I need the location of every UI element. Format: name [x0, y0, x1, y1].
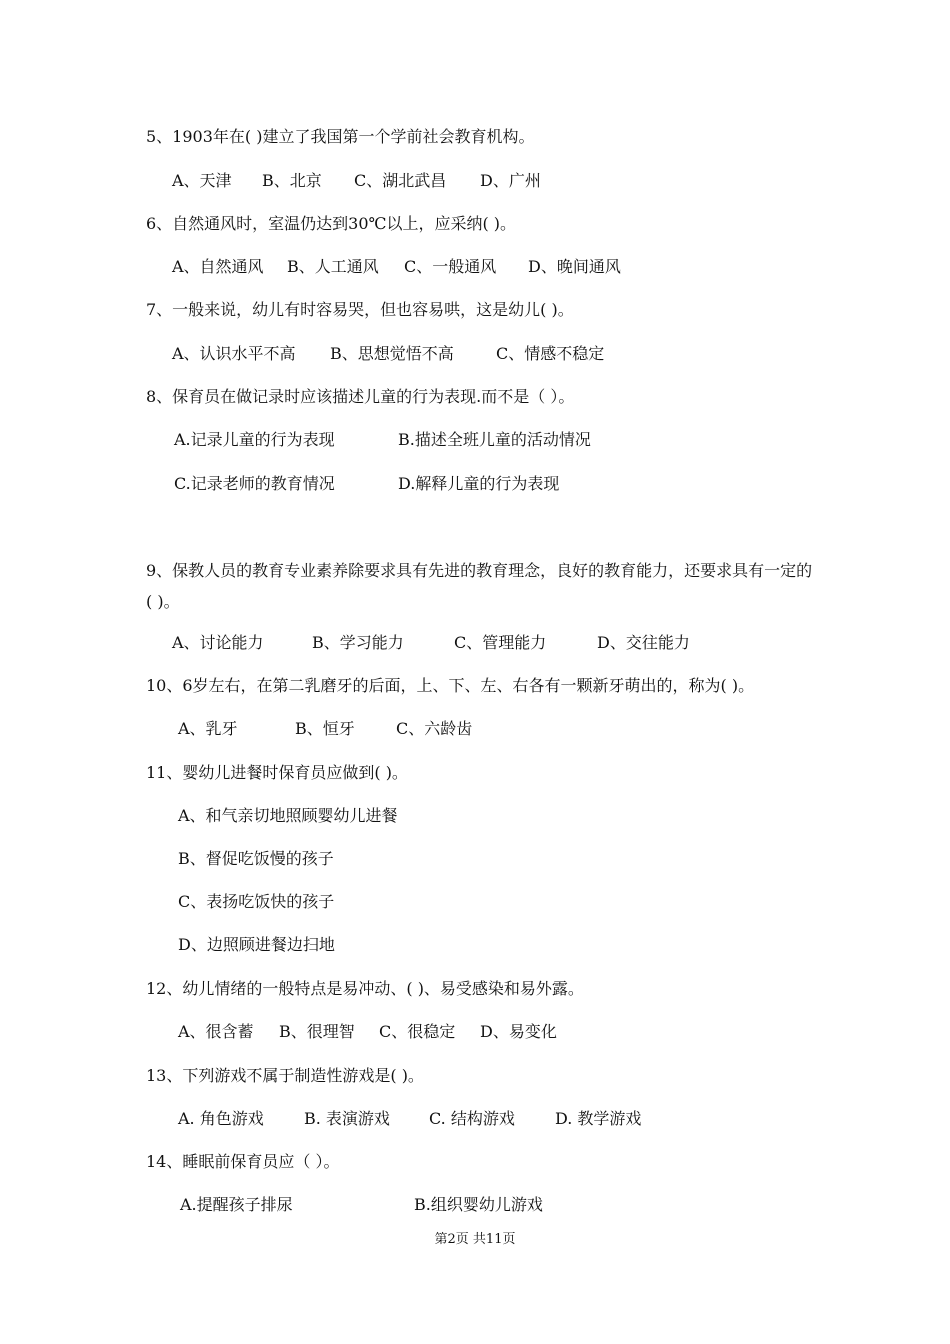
- question-9-option-c: C、管理能力: [454, 633, 547, 652]
- question-12-option-a: A、很含蓄: [178, 1022, 254, 1041]
- question-13-option-a: A. 角色游戏: [178, 1109, 264, 1128]
- question-11-option-b: B、督促吃饭慢的孩子: [178, 849, 334, 868]
- question-12-option-b: B、很理智: [279, 1022, 355, 1041]
- question-6-option-a: A、自然通风: [172, 257, 264, 276]
- question-9-option-a: A、讨论能力: [172, 633, 264, 652]
- question-8-option-c: C.记录老师的教育情况: [174, 474, 335, 493]
- question-6-option-b: B、人工通风: [287, 257, 379, 276]
- question-9-stem: 9、保教人员的教育专业素养除要求具有先进的教育理念，良好的教育能力，还要求具有一定的( )。: [146, 561, 813, 611]
- question-10-stem: 10、6岁左右，在第二乳磨牙的后面，上、下、左、右各有一颗新牙萌出的，称为( )。: [146, 676, 755, 695]
- question-10-option-b: B、恒牙: [295, 719, 355, 738]
- question-12-option-c: C、很稳定: [379, 1022, 456, 1041]
- question-13-option-d: D. 教学游戏: [555, 1109, 642, 1128]
- question-9-option-b: B、学习能力: [312, 633, 404, 652]
- question-5-stem: 5、1903年在( )建立了我国第一个学前社会教育机构。: [146, 127, 535, 146]
- question-14-stem: 14、睡眠前保育员应（ ）。: [146, 1152, 340, 1171]
- question-7-option-b: B、思想觉悟不高: [330, 344, 454, 363]
- question-13-stem: 13、下列游戏不属于制造性游戏是( )。: [146, 1066, 424, 1085]
- question-8-option-a: A.记录儿童的行为表现: [174, 430, 335, 449]
- page-footer: 第2页 共11页: [434, 1232, 516, 1247]
- question-5-option-a: A、天津: [172, 171, 232, 190]
- question-8-option-d: D.解释儿童的行为表现: [398, 474, 560, 493]
- question-10-option-a: A、乳牙: [178, 719, 238, 738]
- question-8-option-b: B.描述全班儿童的活动情况: [398, 430, 591, 449]
- question-13-option-b: B. 表演游戏: [304, 1109, 390, 1128]
- question-11-stem: 11、婴幼儿进餐时保育员应做到( )。: [146, 763, 408, 782]
- question-7-option-a: A、认识水平不高: [172, 344, 296, 363]
- question-14-option-a: A.提醒孩子排尿: [180, 1195, 293, 1214]
- question-13-option-c: C. 结构游戏: [429, 1109, 515, 1128]
- question-9-option-d: D、交往能力: [597, 633, 690, 652]
- question-6-stem: 6、自然通风时，室温仍达到30℃以上，应采纳( )。: [146, 214, 517, 233]
- question-6-option-c: C、一般通风: [404, 257, 497, 276]
- question-5-option-d: D、广州: [480, 171, 541, 190]
- question-11-option-a: A、和气亲切地照顾婴幼儿进餐: [178, 806, 398, 825]
- question-5-option-c: C、湖北武昌: [354, 171, 447, 190]
- question-14-option-b: B.组织婴幼儿游戏: [414, 1195, 543, 1214]
- question-12-stem: 12、幼儿情绪的一般特点是易冲动、( )、易受感染和易外露。: [146, 979, 584, 998]
- question-12-option-d: D、易变化: [480, 1022, 557, 1041]
- question-6-option-d: D、晚间通风: [528, 257, 621, 276]
- question-5-option-b: B、北京: [262, 171, 322, 190]
- question-11-option-c: C、表扬吃饭快的孩子: [178, 892, 335, 911]
- question-11-option-d: D、边照顾进餐边扫地: [178, 935, 335, 954]
- question-10-option-c: C、六龄齿: [396, 719, 473, 738]
- question-7-stem: 7、一般来说，幼儿有时容易哭，但也容易哄，这是幼儿( )。: [146, 300, 574, 319]
- question-8-stem: 8、保育员在做记录时应该描述儿童的行为表现.而不是（ ）。: [146, 387, 575, 406]
- question-7-option-c: C、情感不稳定: [496, 344, 605, 363]
